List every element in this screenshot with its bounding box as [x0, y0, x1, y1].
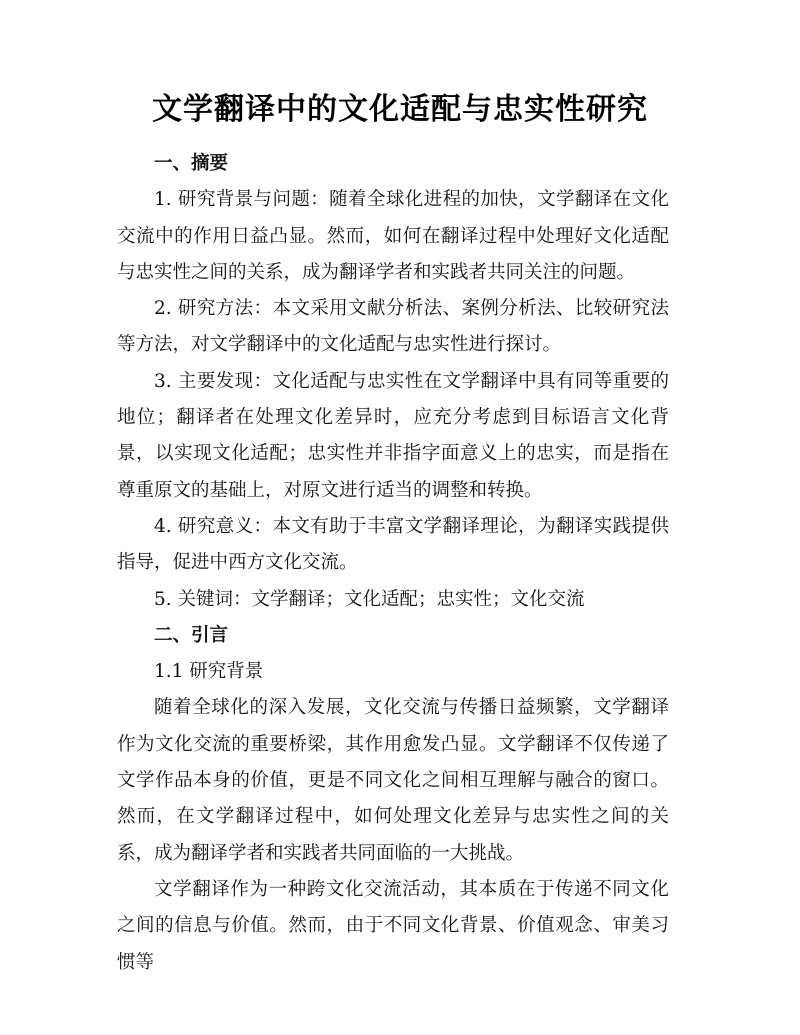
abstract-item-keywords: 5. 关键词：文学翻译；文化适配；忠实性；文化交流: [154, 588, 585, 610]
abstract-item-background: 1. 研究背景与问题：随着全球化进程的加快，文学翻译在文化交流中的作用日益凸显。然而，如何在翻译过程中处理好文化适配与忠实性之间的关系，成为翻译学者和实践者共同关注的问题。: [117, 189, 669, 283]
section-heading-abstract: 一、摘要: [154, 153, 229, 174]
document-body: [117, 146, 669, 981]
subsection-heading-background: 1.1 研究背景: [154, 661, 264, 683]
abstract-item-findings: 3. 主要发现：文化适配与忠实性在文学翻译中具有同等重要的地位；翻译者在处理文化差异时，应充分考虑到目标语言文化背景，以实现文化适配；忠实性并非指字面意义上的忠实，而是指在尊重原文的基础上，对原文进行适当的调整和转换。: [117, 370, 669, 501]
body-paragraph: 随着全球化的深入发展，文化交流与传播日益频繁，文学翻译作为文化交流的重要桥梁，其作用愈发凸显。文学翻译不仅传递了文学作品本身的价值，更是不同文化之间相互理解与融合的窗口。然而，在文学翻译过程中，如何处理文化差异与忠实性之间的关系，成为翻译学者和实践者共同面临的一大挑战。: [117, 697, 669, 864]
abstract-item-methods: 2. 研究方法：本文采用文献分析法、案例分析法、比较研究法等方法，对文学翻译中的文化适配与忠实性进行探讨。: [117, 298, 669, 356]
document-title: 文学翻译中的文化适配与忠实性研究: [152, 92, 648, 127]
section-heading-introduction: 二、引言: [154, 624, 229, 646]
body-paragraph: 文学翻译作为一种跨文化交流活动，其本质在于传递不同文化之间的信息与价值。然而，由于不同文化背景、价值观念、审美习惯等: [117, 878, 669, 973]
abstract-item-significance: 4. 研究意义：本文有助于丰富文学翻译理论，为翻译实践提供指导，促进中西方文化交流。: [117, 515, 669, 574]
